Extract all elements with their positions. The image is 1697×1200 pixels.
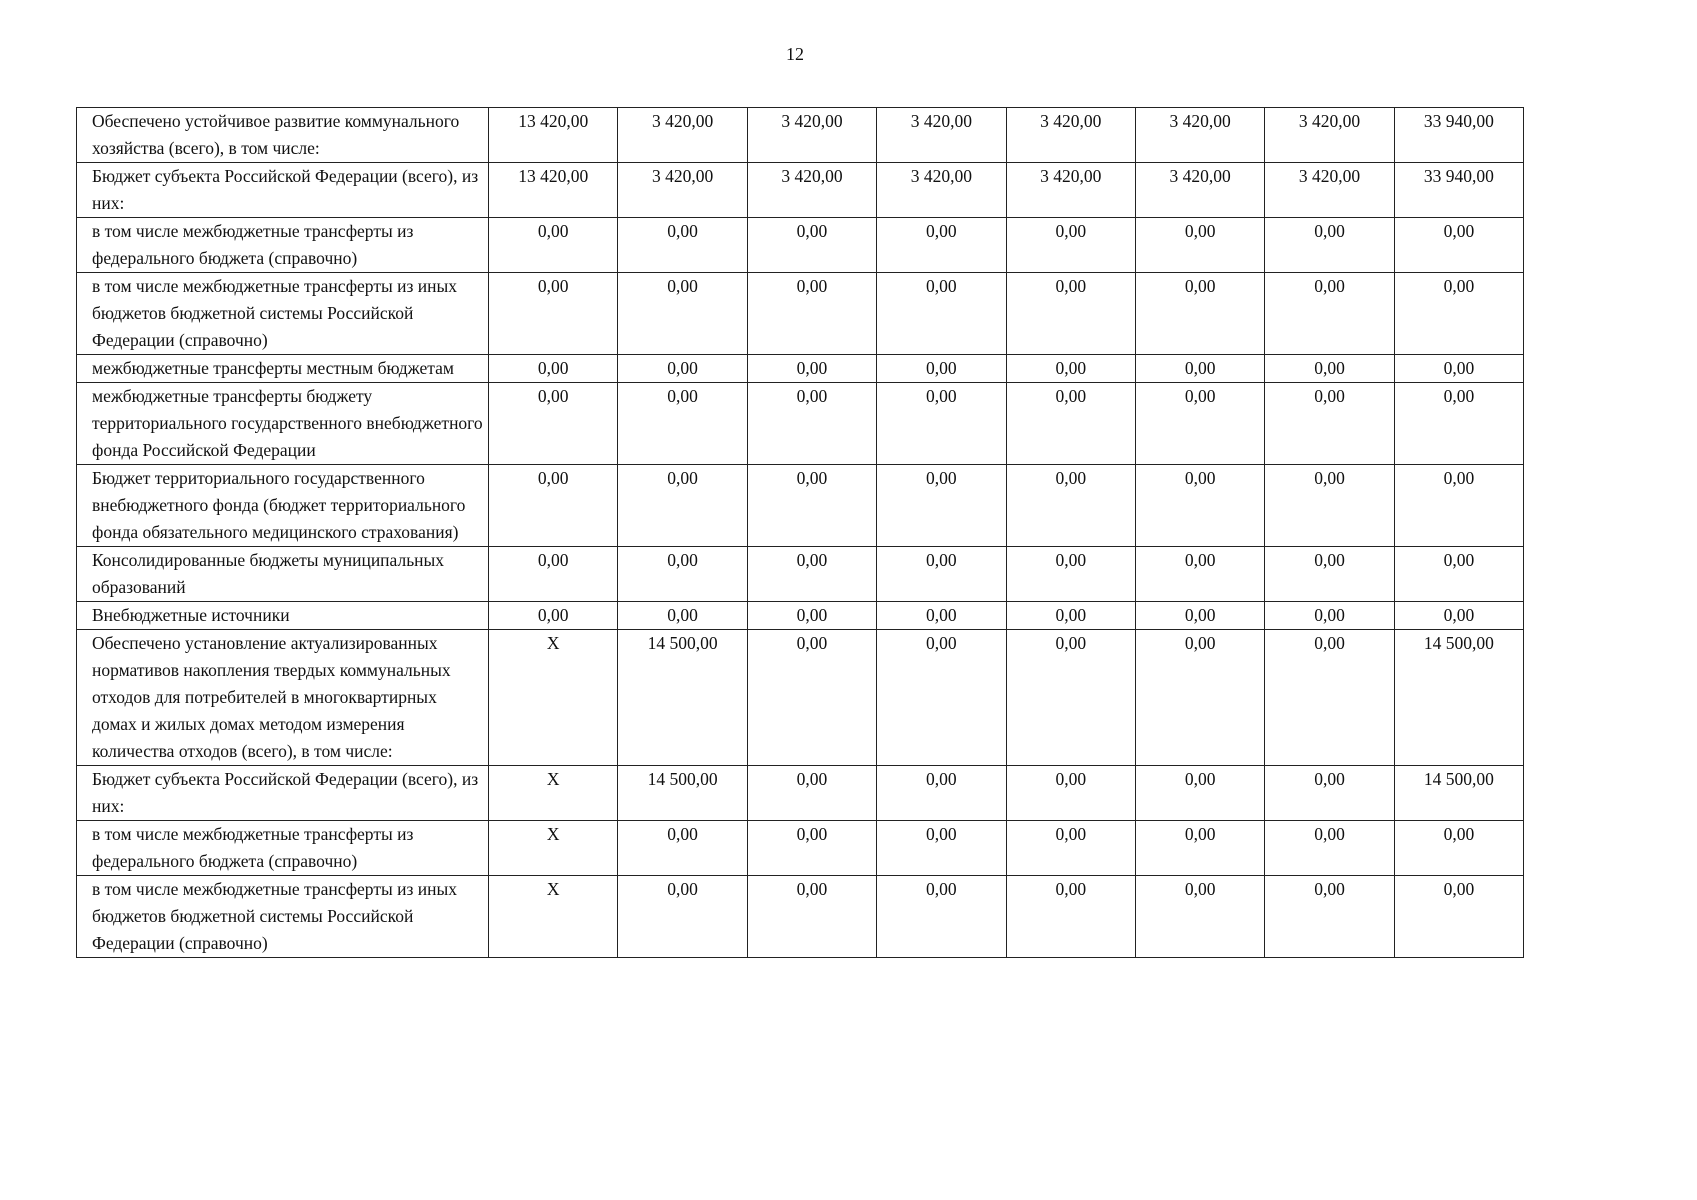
value-cell: 0,00 (1006, 602, 1135, 630)
value-cell: 0,00 (877, 766, 1006, 821)
value-cell: 0,00 (1135, 630, 1264, 766)
value-cell: 0,00 (489, 218, 618, 273)
value-cell: 0,00 (877, 876, 1006, 958)
value-cell: 0,00 (877, 821, 1006, 876)
value-cell: 33 940,00 (1394, 108, 1523, 163)
table-row (77, 355, 1524, 383)
value-cell: 0,00 (1265, 547, 1394, 602)
value-cell: 0,00 (877, 273, 1006, 355)
value-cell: 0,00 (877, 630, 1006, 766)
value-cell: 0,00 (489, 355, 618, 383)
value-cell: 0,00 (1265, 355, 1394, 383)
value-cell: 0,00 (1006, 355, 1135, 383)
value-cell: 14 500,00 (618, 766, 747, 821)
row-label: Консолидированные бюджеты муниципальных образований (77, 547, 489, 602)
value-cell: 0,00 (1265, 821, 1394, 876)
value-cell: 0,00 (747, 766, 876, 821)
value-cell: 0,00 (1006, 465, 1135, 547)
value-cell: 0,00 (489, 547, 618, 602)
value-cell: 0,00 (1394, 355, 1523, 383)
value-cell: 3 420,00 (877, 108, 1006, 163)
value-cell: 0,00 (877, 218, 1006, 273)
value-cell: 0,00 (877, 383, 1006, 465)
value-cell: 0,00 (1265, 383, 1394, 465)
value-cell: 0,00 (1394, 547, 1523, 602)
budget-table (76, 107, 1524, 958)
value-cell: 14 500,00 (1394, 766, 1523, 821)
table-row (77, 465, 1524, 547)
row-label: в том числе межбюджетные трансферты из федерального бюджета (справочно) (77, 821, 489, 876)
value-cell: 3 420,00 (1006, 163, 1135, 218)
value-cell: 0,00 (1135, 465, 1264, 547)
value-cell: X (489, 821, 618, 876)
row-label: в том числе межбюджетные трансферты из иных бюджетов бюджетной системы Российской Федерации (справочно) (77, 876, 489, 958)
value-cell: 0,00 (877, 547, 1006, 602)
value-cell: 0,00 (747, 273, 876, 355)
value-cell: 0,00 (1135, 383, 1264, 465)
value-cell: 14 500,00 (1394, 630, 1523, 766)
table-row (77, 383, 1524, 465)
value-cell: 0,00 (618, 876, 747, 958)
value-cell: 0,00 (1135, 602, 1264, 630)
value-cell: 3 420,00 (618, 163, 747, 218)
row-label: межбюджетные трансферты местным бюджетам (77, 355, 489, 383)
value-cell: 33 940,00 (1394, 163, 1523, 218)
value-cell: 0,00 (618, 218, 747, 273)
value-cell: 0,00 (747, 465, 876, 547)
value-cell: 0,00 (618, 821, 747, 876)
value-cell: 0,00 (1394, 876, 1523, 958)
value-cell: 0,00 (1394, 602, 1523, 630)
value-cell: X (489, 876, 618, 958)
page-number: 12 (786, 44, 804, 64)
value-cell: 0,00 (618, 355, 747, 383)
value-cell: 3 420,00 (1265, 108, 1394, 163)
value-cell: 0,00 (1006, 821, 1135, 876)
value-cell: 0,00 (747, 218, 876, 273)
value-cell: 0,00 (489, 602, 618, 630)
row-label: Бюджет субъекта Российской Федерации (всего), из них: (77, 766, 489, 821)
value-cell: 0,00 (618, 602, 747, 630)
table-row (77, 876, 1524, 958)
value-cell: 0,00 (1006, 547, 1135, 602)
value-cell: 0,00 (1394, 273, 1523, 355)
table-row (77, 547, 1524, 602)
value-cell: 0,00 (877, 602, 1006, 630)
value-cell: 0,00 (618, 465, 747, 547)
value-cell: 0,00 (1265, 876, 1394, 958)
table-row (77, 821, 1524, 876)
value-cell: 0,00 (1135, 218, 1264, 273)
value-cell: 0,00 (1135, 766, 1264, 821)
value-cell: 13 420,00 (489, 108, 618, 163)
value-cell: 0,00 (1394, 383, 1523, 465)
value-cell: 0,00 (747, 602, 876, 630)
value-cell: 0,00 (489, 273, 618, 355)
value-cell: 0,00 (747, 876, 876, 958)
value-cell: 13 420,00 (489, 163, 618, 218)
value-cell: X (489, 630, 618, 766)
value-cell: 0,00 (1135, 355, 1264, 383)
value-cell: 0,00 (747, 355, 876, 383)
value-cell: 0,00 (1394, 821, 1523, 876)
row-label: Бюджет территориального государственного внебюджетного фонда (бюджет территориального фонда обязательного медицинского страхования) (77, 465, 489, 547)
row-label: Бюджет субъекта Российской Федерации (всего), из них: (77, 163, 489, 218)
table-row (77, 630, 1524, 766)
table-row (77, 602, 1524, 630)
value-cell: 0,00 (489, 383, 618, 465)
row-label: Обеспечено установление актуализированных нормативов накопления твердых коммунальных отходов для потребителей в многоквартирных домах и жилых домах методом измерения количества отходов (всего), в том числе: (77, 630, 489, 766)
value-cell: 0,00 (1265, 630, 1394, 766)
value-cell: 3 420,00 (1006, 108, 1135, 163)
value-cell: 0,00 (618, 547, 747, 602)
value-cell: 0,00 (747, 821, 876, 876)
value-cell: 0,00 (1135, 273, 1264, 355)
value-cell: 0,00 (747, 547, 876, 602)
value-cell: 0,00 (1265, 273, 1394, 355)
row-label: в том числе межбюджетные трансферты из федерального бюджета (справочно) (77, 218, 489, 273)
value-cell: 0,00 (1006, 876, 1135, 958)
table-row (77, 218, 1524, 273)
table-body (77, 108, 1524, 958)
value-cell: 0,00 (1265, 602, 1394, 630)
value-cell: 0,00 (1135, 821, 1264, 876)
value-cell: 0,00 (747, 630, 876, 766)
value-cell: 0,00 (618, 273, 747, 355)
row-label: Внебюджетные источники (77, 602, 489, 630)
value-cell: 0,00 (1265, 766, 1394, 821)
value-cell: 0,00 (1006, 218, 1135, 273)
value-cell: 0,00 (877, 465, 1006, 547)
value-cell: 0,00 (1006, 630, 1135, 766)
table-row (77, 273, 1524, 355)
value-cell: 0,00 (1394, 465, 1523, 547)
value-cell: 14 500,00 (618, 630, 747, 766)
value-cell: 3 420,00 (877, 163, 1006, 218)
value-cell: 3 420,00 (618, 108, 747, 163)
row-label: Обеспечено устойчивое развитие коммунального хозяйства (всего), в том числе: (77, 108, 489, 163)
value-cell: 0,00 (877, 355, 1006, 383)
row-label: межбюджетные трансферты бюджету территориального государственного внебюджетного фонда Российской Федерации (77, 383, 489, 465)
value-cell: 0,00 (618, 383, 747, 465)
value-cell: X (489, 766, 618, 821)
value-cell: 3 420,00 (747, 163, 876, 218)
value-cell: 0,00 (747, 383, 876, 465)
row-label: в том числе межбюджетные трансферты из иных бюджетов бюджетной системы Российской Федерации (справочно) (77, 273, 489, 355)
table-row (77, 108, 1524, 163)
value-cell: 3 420,00 (747, 108, 876, 163)
value-cell: 0,00 (1006, 766, 1135, 821)
value-cell: 3 420,00 (1135, 163, 1264, 218)
value-cell: 0,00 (1394, 218, 1523, 273)
value-cell: 0,00 (1265, 218, 1394, 273)
value-cell: 0,00 (489, 465, 618, 547)
value-cell: 3 420,00 (1265, 163, 1394, 218)
value-cell: 0,00 (1006, 383, 1135, 465)
value-cell: 0,00 (1135, 547, 1264, 602)
value-cell: 3 420,00 (1135, 108, 1264, 163)
table-row (77, 163, 1524, 218)
value-cell: 0,00 (1265, 465, 1394, 547)
value-cell: 0,00 (1006, 273, 1135, 355)
table-row (77, 766, 1524, 821)
value-cell: 0,00 (1135, 876, 1264, 958)
